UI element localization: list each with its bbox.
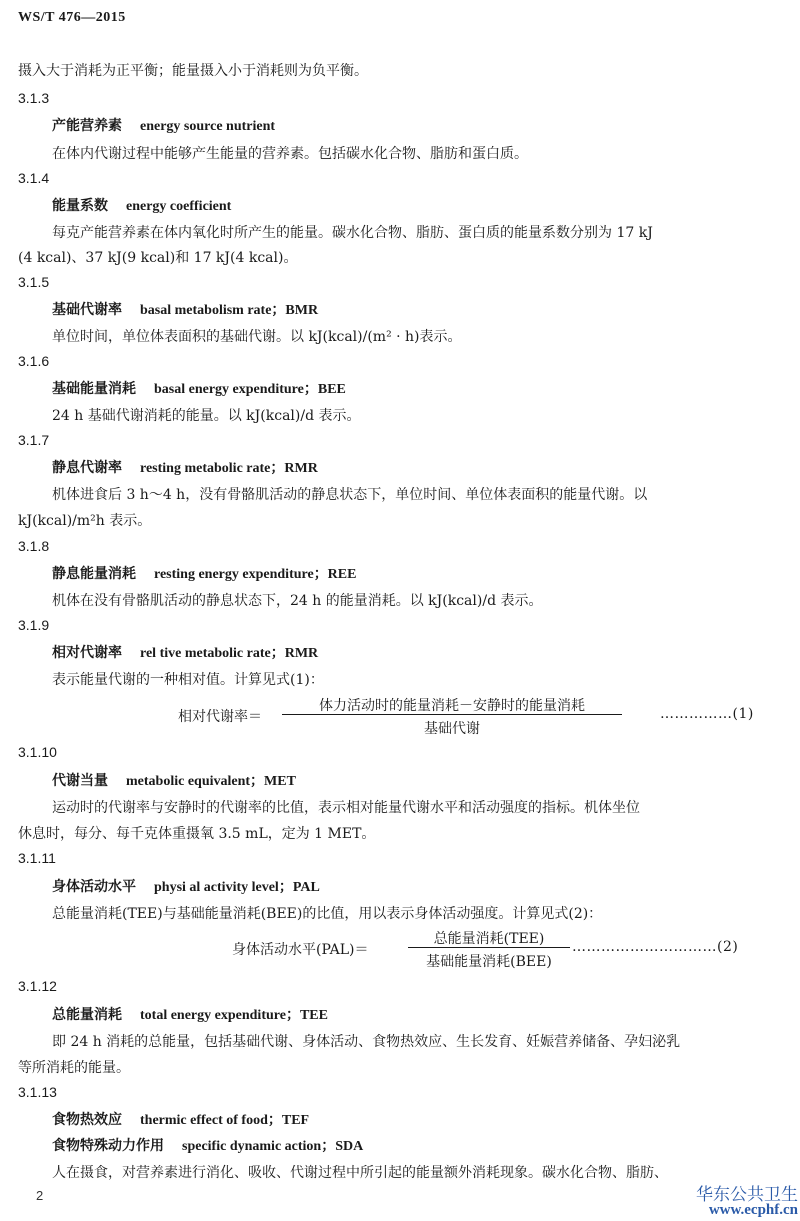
term-heading: [52, 115, 275, 135]
term-en: basal metabolism rate；BMR: [140, 303, 319, 318]
section-number: 3.1.12: [18, 978, 57, 994]
section-number: 3.1.4: [18, 170, 50, 186]
section-number: 3.1.9: [18, 617, 50, 633]
term-en: energy source nutrient: [140, 119, 276, 134]
formula-lhs: 相对代谢率＝: [178, 709, 262, 725]
term-en: basal energy expenditure；BEE: [154, 382, 346, 397]
standard-header: WS/T 476—2015: [18, 10, 126, 25]
term-cn: 身体活动水平: [52, 879, 136, 895]
definition-line: 人在摄食，对营养素进行消化、吸收、代谢过程中所引起的能量额外消耗现象。碳水化合物、脂肪、: [52, 1165, 668, 1181]
section-number: 3.1.3: [18, 90, 50, 106]
section-number: 3.1.6: [18, 353, 50, 369]
term-cn: 食物热效应: [52, 1112, 122, 1128]
term-en: resting metabolic rate；RMR: [140, 461, 318, 476]
term-cn: 产能营养素: [52, 118, 122, 134]
page-number: 2: [36, 1188, 44, 1203]
term-cn: 能量系数: [52, 198, 108, 214]
definition-line: 24 h 基础代谢消耗的能量。以 kJ(kcal)/d 表示。: [52, 408, 361, 424]
term-cn: 相对代谢率: [52, 645, 122, 661]
definition-line: 每克产能营养素在体内氧化时所产生的能量。碳水化合物、脂肪、蛋白质的能量系数分别为 17 kJ: [52, 225, 653, 241]
term-heading: [52, 457, 318, 477]
term-cn: 食物特殊动力作用: [52, 1138, 164, 1154]
equation-number: …………………………(2): [572, 939, 739, 955]
watermark-name: 华东公共卫生: [696, 1185, 798, 1205]
definition-line: 机体在没有骨骼肌活动的静息状态下，24 h 的能量消耗。以 kJ(kcal)/d 表示。: [52, 593, 543, 609]
formula-numerator: 总能量消耗(TEE): [433, 931, 545, 947]
section-number: 3.1.10: [18, 744, 57, 760]
fraction-bar: [282, 714, 622, 715]
term-heading: [52, 378, 346, 398]
definition-line: 即 24 h 消耗的总能量，包括基础代谢、身体活动、食物热效应、生长发育、妊娠营养储备、孕妇泌乳: [52, 1034, 681, 1050]
term-cn: 静息能量消耗: [52, 566, 136, 582]
section-number: 3.1.7: [18, 432, 50, 448]
term-heading: [52, 1004, 328, 1024]
definition-line: 等所消耗的能量。: [18, 1060, 130, 1076]
watermark-url: www.ecphf.cn: [708, 1202, 798, 1218]
intro-line: 摄入大于消耗为正平衡；能量摄入小于消耗则为负平衡。: [18, 63, 368, 79]
definition-line: (4 kcal)、37 kJ(9 kcal)和 17 kJ(4 kcal)。: [18, 250, 298, 266]
formula-lhs: 身体活动水平(PAL)＝: [232, 942, 369, 958]
term-en: physi al activity level；PAL: [154, 880, 320, 895]
term-heading: [52, 563, 356, 583]
term-heading: [52, 876, 320, 896]
definition-line: 休息时，每分、每千克体重摄氧 3.5 mL，定为 1 MET。: [18, 826, 376, 842]
term-cn: 静息代谢率: [52, 460, 122, 476]
fraction-bar: [408, 947, 570, 948]
term-heading: [52, 642, 318, 662]
term-cn: 总能量消耗: [52, 1007, 122, 1023]
term-cn: 基础代谢率: [52, 302, 122, 318]
term-en: energy coefficient: [126, 199, 232, 214]
term-en: metabolic equivalent；MET: [126, 774, 296, 789]
term-heading: [52, 195, 231, 215]
definition-line: 单位时间，单位体表面积的基础代谢。以 kJ(kcal)/(m² · h)表示。: [52, 329, 462, 345]
formula-numerator: 体力活动时的能量消耗－安静时的能量消耗: [319, 698, 585, 714]
term-cn: 代谢当量: [52, 773, 108, 789]
term-en: total energy expenditure；TEE: [140, 1008, 328, 1023]
definition-line: 表示能量代谢的一种相对值。计算见式(1)：: [52, 672, 324, 688]
term-cn: 基础能量消耗: [52, 381, 136, 397]
section-number: 3.1.8: [18, 538, 50, 554]
equation-number: ……………(1): [660, 706, 754, 722]
term-heading-synonym: [52, 1135, 363, 1155]
formula-denominator: 基础代谢: [424, 721, 480, 737]
term-en: rel tive metabolic rate；RMR: [140, 646, 319, 661]
definition-line: 运动时的代谢率与安静时的代谢率的比值，表示相对能量代谢水平和活动强度的指标。机体坐位: [52, 800, 640, 816]
section-number: 3.1.11: [18, 850, 56, 866]
term-heading: [52, 299, 318, 319]
definition-line: 总能量消耗(TEE)与基础能量消耗(BEE)的比值，用以表示身体活动强度。计算见式(2)：: [52, 906, 603, 922]
definition-line: 机体进食后 3 h～4 h，没有骨骼肌活动的静息状态下，单位时间、单位体表面积的能量代谢。以: [52, 487, 648, 503]
definition-line: kJ(kcal)/m²h 表示。: [18, 513, 152, 529]
term-heading: [52, 1109, 309, 1129]
formula-denominator: 基础能量消耗(BEE): [426, 954, 552, 970]
term-heading: [52, 770, 296, 790]
section-number: 3.1.5: [18, 274, 50, 290]
term-en: resting energy expenditure；REE: [154, 567, 357, 582]
section-number: 3.1.13: [18, 1084, 57, 1100]
term-en: thermic effect of food；TEF: [140, 1113, 310, 1128]
term-en: specific dynamic action；SDA: [182, 1139, 364, 1154]
definition-line: 在体内代谢过程中能够产生能量的营养素。包括碳水化合物、脂肪和蛋白质。: [52, 146, 528, 162]
